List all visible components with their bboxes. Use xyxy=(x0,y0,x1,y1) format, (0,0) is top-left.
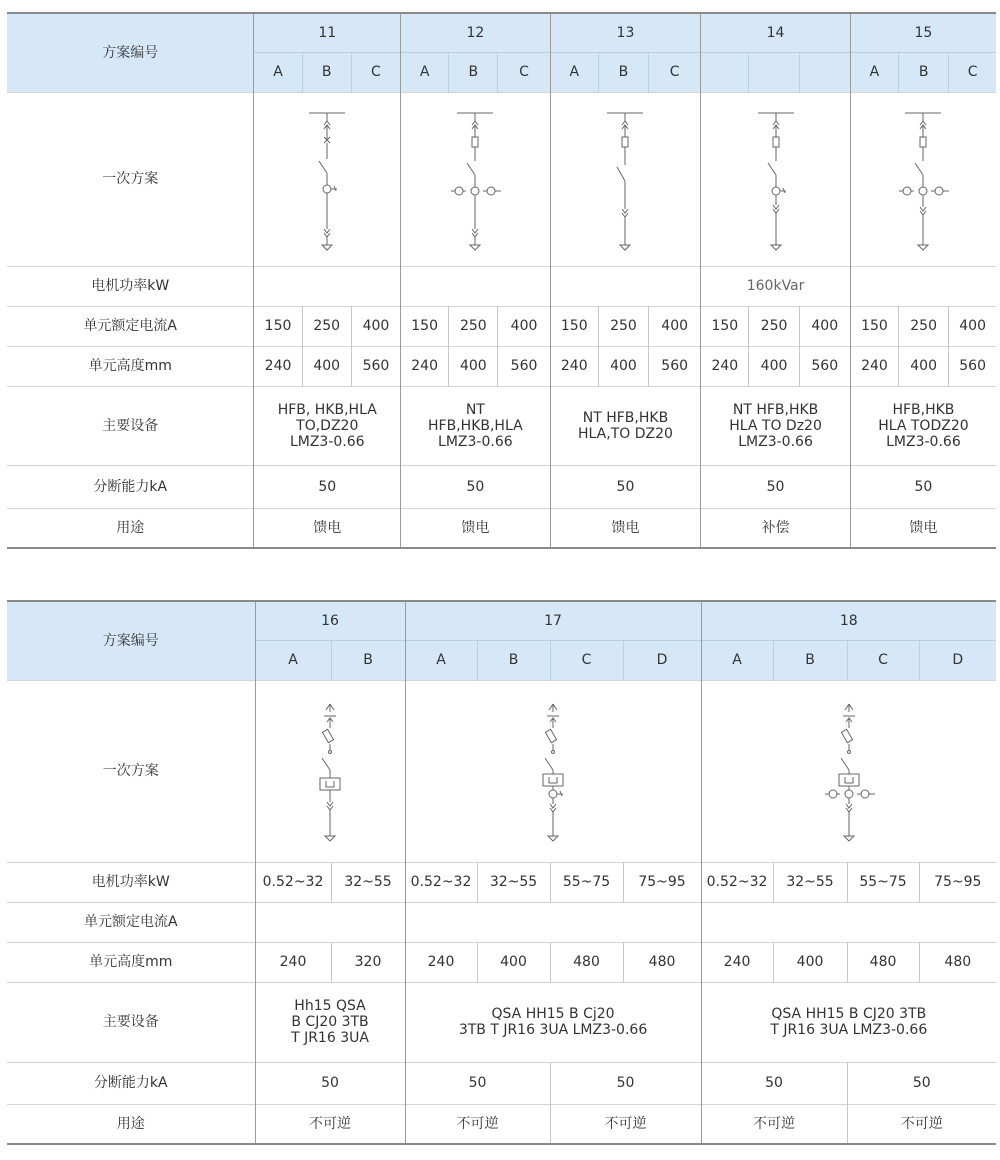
motor-power-cell: 32~55 xyxy=(331,862,405,902)
sub-header: B xyxy=(477,640,550,680)
height-cell: 480 xyxy=(847,942,919,982)
current-cell: 150 xyxy=(254,306,302,346)
height-cell: 560 xyxy=(949,346,996,386)
scheme-16-header: 16 xyxy=(255,601,405,640)
current-cell: 250 xyxy=(598,306,648,346)
diagram-11 xyxy=(254,92,401,266)
height-cell: 400 xyxy=(899,346,949,386)
height-cell: 240 xyxy=(254,346,302,386)
rated-current-18 xyxy=(701,902,996,942)
motor-power-cell: 0.52~32 xyxy=(405,862,477,902)
equipment-17: QSA HH15 B Cj20 3TB T JR16 3UA LMZ3-0.66 xyxy=(405,982,701,1062)
height-cell: 240 xyxy=(550,346,598,386)
scheme-14-header: 14 xyxy=(701,13,851,52)
motor-power-cell: 32~55 xyxy=(773,862,847,902)
scheme-13-header: 13 xyxy=(550,13,701,52)
usage-12: 馈电 xyxy=(401,508,551,548)
sub-header xyxy=(701,52,749,92)
breaking-capacity-label: 分断能力kA xyxy=(7,1062,255,1104)
height-cell: 560 xyxy=(799,346,850,386)
height-cell: 480 xyxy=(919,942,996,982)
motor-power-cell: 75~95 xyxy=(623,862,701,902)
sub-header: C xyxy=(351,52,400,92)
scheme-12-header: 12 xyxy=(401,13,551,52)
scheme-11-header: 11 xyxy=(254,13,401,52)
primary-scheme-label: 一次方案 xyxy=(7,680,255,862)
breaking-15: 50 xyxy=(850,465,996,508)
usage-label: 用途 xyxy=(7,508,254,548)
height-cell: 240 xyxy=(401,346,449,386)
sub-header: B xyxy=(899,52,949,92)
sub-header: C xyxy=(847,640,919,680)
diagram-12 xyxy=(401,92,551,266)
height-cell: 400 xyxy=(773,942,847,982)
current-cell: 400 xyxy=(649,306,701,346)
height-cell: 480 xyxy=(623,942,701,982)
breaking-13: 50 xyxy=(550,465,701,508)
diagram-18 xyxy=(701,680,996,862)
sub-header: B xyxy=(302,52,351,92)
scheme-table-1 xyxy=(7,12,996,549)
rated-current-16 xyxy=(255,902,405,942)
usage-18-cd: 不可逆 xyxy=(847,1104,996,1144)
current-cell: 150 xyxy=(701,306,749,346)
current-cell: 400 xyxy=(799,306,850,346)
height-cell: 400 xyxy=(477,942,550,982)
unit-height-label: 单元高度mm xyxy=(7,346,254,386)
main-equipment-label: 主要设备 xyxy=(7,982,255,1062)
rated-current-label: 单元额定电流A xyxy=(7,902,255,942)
sub-header: C xyxy=(550,640,623,680)
motor-power-cell: 55~75 xyxy=(847,862,919,902)
sub-header xyxy=(749,52,799,92)
usage-14: 补偿 xyxy=(701,508,851,548)
motor-power-15 xyxy=(850,266,996,306)
current-cell: 400 xyxy=(498,306,550,346)
height-cell: 560 xyxy=(649,346,701,386)
sub-header: A xyxy=(850,52,898,92)
current-cell: 150 xyxy=(550,306,598,346)
sub-header: D xyxy=(623,640,701,680)
current-cell: 400 xyxy=(351,306,400,346)
scheme-15-header: 15 xyxy=(850,13,996,52)
main-equipment-label: 主要设备 xyxy=(7,386,254,465)
breaking-16: 50 xyxy=(255,1062,405,1104)
breaking-14: 50 xyxy=(701,465,851,508)
breaking-11: 50 xyxy=(254,465,401,508)
sub-header: A xyxy=(255,640,331,680)
diagram-13 xyxy=(550,92,701,266)
usage-17-ab: 不可逆 xyxy=(405,1104,550,1144)
sub-header: A xyxy=(701,640,773,680)
breaking-capacity-label: 分断能力kA xyxy=(7,465,254,508)
sub-header: A xyxy=(405,640,477,680)
sub-header: B xyxy=(331,640,405,680)
height-cell: 400 xyxy=(449,346,498,386)
motor-power-11 xyxy=(254,266,401,306)
height-cell: 240 xyxy=(701,346,749,386)
diagram-14 xyxy=(701,92,851,266)
usage-16: 不可逆 xyxy=(255,1104,405,1144)
sub-header: B xyxy=(449,52,498,92)
height-cell: 400 xyxy=(302,346,351,386)
sub-header: A xyxy=(550,52,598,92)
motor-power-label: 电机功率kW xyxy=(7,266,254,306)
sub-header xyxy=(799,52,850,92)
equipment-13: NT HFB,HKB HLA,TO DZ20 xyxy=(550,386,701,465)
sub-header: C xyxy=(498,52,550,92)
motor-power-cell: 55~75 xyxy=(550,862,623,902)
breaking-17-cd: 50 xyxy=(550,1062,701,1104)
scheme-no-label: 方案编号 xyxy=(7,13,254,92)
height-cell: 240 xyxy=(701,942,773,982)
motor-power-label: 电机功率kW xyxy=(7,862,255,902)
motor-power-14: 160kVar xyxy=(701,266,851,306)
sub-header: A xyxy=(401,52,449,92)
motor-power-12 xyxy=(401,266,551,306)
motor-power-cell: 32~55 xyxy=(477,862,550,902)
motor-power-cell: 0.52~32 xyxy=(255,862,331,902)
motor-power-cell: 0.52~32 xyxy=(701,862,773,902)
height-cell: 400 xyxy=(749,346,799,386)
current-cell: 250 xyxy=(449,306,498,346)
rated-current-label: 单元额定电流A xyxy=(7,306,254,346)
current-cell: 250 xyxy=(899,306,949,346)
unit-height-label: 单元高度mm xyxy=(7,942,255,982)
scheme-table-2 xyxy=(7,600,996,1145)
height-cell: 480 xyxy=(550,942,623,982)
motor-power-cell: 75~95 xyxy=(919,862,996,902)
diagram-16 xyxy=(255,680,405,862)
equipment-12: NT HFB,HKB,HLA LMZ3-0.66 xyxy=(401,386,551,465)
sub-header: D xyxy=(919,640,996,680)
sub-header: B xyxy=(598,52,648,92)
equipment-16: Hh15 QSA B CJ20 3TB T JR16 3UA xyxy=(255,982,405,1062)
height-cell: 560 xyxy=(498,346,550,386)
height-cell: 400 xyxy=(598,346,648,386)
scheme-18-header: 18 xyxy=(701,601,996,640)
current-cell: 150 xyxy=(401,306,449,346)
sub-header: B xyxy=(773,640,847,680)
primary-scheme-label: 一次方案 xyxy=(7,92,254,266)
usage-15: 馈电 xyxy=(850,508,996,548)
usage-11: 馈电 xyxy=(254,508,401,548)
current-cell: 400 xyxy=(949,306,996,346)
height-cell: 320 xyxy=(331,942,405,982)
height-cell: 240 xyxy=(850,346,898,386)
equipment-15: HFB,HKB HLA TODZ20 LMZ3-0.66 xyxy=(850,386,996,465)
rated-current-17 xyxy=(405,902,701,942)
usage-18-ab: 不可逆 xyxy=(701,1104,847,1144)
current-cell: 250 xyxy=(302,306,351,346)
usage-13: 馈电 xyxy=(550,508,701,548)
usage-17-cd: 不可逆 xyxy=(550,1104,701,1144)
breaking-12: 50 xyxy=(401,465,551,508)
equipment-18: QSA HH15 B CJ20 3TB T JR16 3UA LMZ3-0.66 xyxy=(701,982,996,1062)
breaking-18-ab: 50 xyxy=(701,1062,847,1104)
equipment-14: NT HFB,HKB HLA TO Dz20 LMZ3-0.66 xyxy=(701,386,851,465)
height-cell: 240 xyxy=(255,942,331,982)
usage-label: 用途 xyxy=(7,1104,255,1144)
current-cell: 150 xyxy=(850,306,898,346)
height-cell: 240 xyxy=(405,942,477,982)
current-cell: 250 xyxy=(749,306,799,346)
diagram-17 xyxy=(405,680,701,862)
motor-power-13 xyxy=(550,266,701,306)
diagram-15 xyxy=(850,92,996,266)
scheme-17-header: 17 xyxy=(405,601,701,640)
sub-header: A xyxy=(254,52,302,92)
equipment-11: HFB, HKB,HLA TO,DZ20 LMZ3-0.66 xyxy=(254,386,401,465)
scheme-no-label: 方案编号 xyxy=(7,601,255,680)
sub-header: C xyxy=(949,52,996,92)
sub-header: C xyxy=(649,52,701,92)
breaking-17-ab: 50 xyxy=(405,1062,550,1104)
breaking-18-cd: 50 xyxy=(847,1062,996,1104)
height-cell: 560 xyxy=(351,346,400,386)
